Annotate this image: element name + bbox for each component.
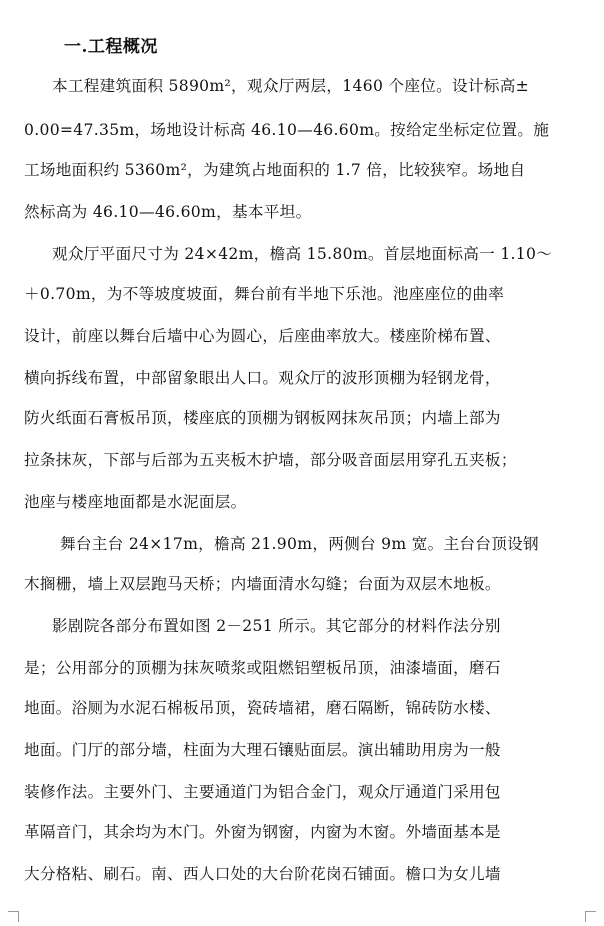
paragraph-line: 地面。浴厕为水泥石棉板吊顶，瓷砖墙裙，磨石隔断，锦砖防水楼、 (24, 699, 501, 717)
paragraph-line: 大分格粘、刷石。南、西人口处的大台阶花岗石铺面。檐口为女儿墙 (24, 865, 501, 883)
paragraph-line: 地面。门厅的部分墙，柱面为大理石镶贴面层。演出辅助用房为一般 (24, 741, 501, 759)
paragraph-line: ＋0.70m，为不等坡度坡面，舞台前有半地下乐池。池座座位的曲率 (24, 285, 505, 303)
section-heading: 一.工程概况 (64, 37, 158, 57)
paragraph-line: 0.00=47.35m，场地设计标高 46.10—46.60m。按给定坐标定位置。施 (24, 121, 550, 139)
paragraph-line: 是；公用部分的顶棚为抹灰喷浆或阻燃铝塑板吊顶，油漆墙面，磨石 (24, 659, 501, 677)
paragraph-line: 然标高为 46.10—46.60m，基本平坦。 (24, 203, 312, 221)
paragraph-line: 木搁栅，墙上双层跑马天桥；内墙面清水勾缝；台面为双层木地板。 (24, 575, 501, 593)
paragraph-line: 装修作法。主要外门、主要通道门为铝合金门，观众厅通道门采用包 (24, 783, 501, 801)
paragraph-line: 防火纸面石膏板吊顶，楼座底的顶棚为钢板网抹灰吊顶；内墙上部为 (24, 409, 501, 427)
paragraph-line: 池座与楼座地面都是水泥面层。 (24, 493, 247, 511)
paragraph-line: 设计，前座以舞台后墙中心为圆心，后座曲率放大。楼座阶梯布置、 (24, 327, 501, 345)
paragraph-line: 本工程建筑面积 5890m²，观众厅两层，1460 个座位。设计标高± (52, 77, 529, 95)
paragraph-line: 观众厅平面尺寸为 24×42m，檐高 15.80m。首层地面标高一 1.10～ (52, 245, 553, 263)
paragraph-line: 影剧院各部分布置如图 2－251 所示。其它部分的材料作法分别 (52, 617, 501, 635)
paragraph-line: 工场地面积约 5360m²，为建筑占地面积的 1.7 倍，比较狭窄。场地自 (24, 161, 526, 179)
paragraph-line: 横向拆线布置，中部留象眼出人口。观众厅的波形顶棚为轻钢龙骨， (24, 369, 501, 387)
page-corner-mark-left (8, 911, 19, 922)
paragraph-line: 革隔音门，其余均为木门。外窗为钢窗，内窗为木窗。外墙面基本是 (24, 823, 501, 841)
paragraph-line: 拉条抹灰，下部与后部为五夹板木护墙，部分吸音面层用穿孔五夹板； (24, 451, 517, 469)
page-corner-mark-right (585, 911, 596, 922)
paragraph-line: 舞台主台 24×17m，檐高 21.90m，两侧台 9m 宽。主台台顶设钢 (60, 535, 539, 553)
